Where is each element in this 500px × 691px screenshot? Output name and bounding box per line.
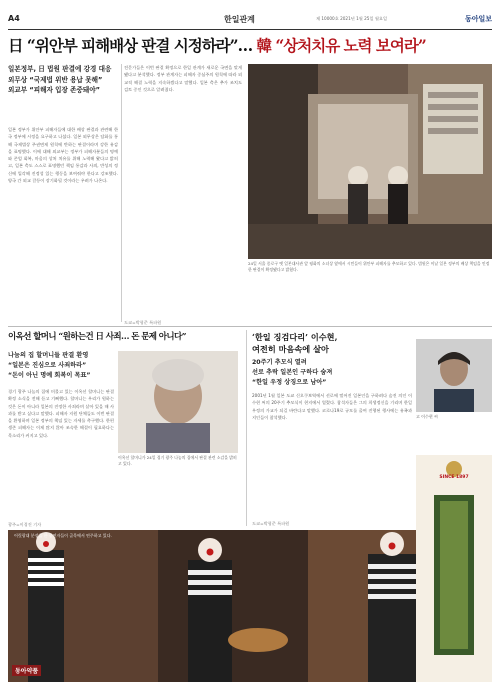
story3-body: 2001년 1월 일본 도쿄 신오쿠보역에서 선로에 떨어진 일본인을 구하려다 숨진 의인 이수현 씨의 20주기 추모식이 현지에서 열렸다. 참석자들은 그의 희생정신을 기리며 한일 우정의 가교가 되길 바란다고 말했다. 코로나19로 규모를 줄여 진행된 행사에는 유족과 지인들이 참석했다. (252, 393, 412, 420)
ad-box (416, 455, 492, 682)
mug-caption: 고 이수현 씨 (416, 414, 438, 419)
memorial-photo (248, 64, 492, 259)
main-headline (8, 37, 492, 55)
portrait-caption: 이옥선 할머니가 24일 경기 광주 나눔의 집에서 판결 관련 소감을 밝히고 있다. (118, 455, 237, 466)
page-number: A4 (8, 14, 20, 23)
page-header (8, 14, 492, 28)
mug-graphic (416, 339, 492, 412)
portrait-photo (118, 351, 238, 453)
story3-headline: ‘한일 징검다리’ 이수현, (252, 332, 338, 342)
story3-headline2: 여전히 마음속에 살아 (252, 344, 329, 354)
mid-column-divider (246, 330, 247, 526)
story2-deck: 나눔의 집 할머니들 판결 환영 “일본은 진심으로 사죄하라” “돈이 아닌 명예 회복이 목표” (8, 352, 91, 379)
memorial-photo-caption: 24일 서울 종로구 옛 일본대사관 앞 평화의 소녀상 옆에서 시민들이 위안부 피해자를 추모하고 있다. 법원은 이날 일본 정부의 배상 책임을 인정한 판결이 확정됐다고 밝혔다. (248, 261, 490, 272)
lead-body-left: 일본 정부가 위안부 피해자들에 대한 배상 판결과 관련해 한국 정부에 시정을 요구하고 나섰다. 일본 외무상은 담화를 통해 국제법상 주권면제 원칙에 반하는 판결이라며 강한 유감을 표명했다. 이에 대해 외교부는 정부가 피해자분들의 명예와 존엄 회복, 마음의 상처 치유를 위해 노력해 왔다고 밝히고, 일본 측도 스스로 표명했던 책임 통감과 사죄, 반성의 정신에 입각해 진정성 있는 행동을 보여줘야 한다고 강조했다. 양국 간 외교 갈등이 장기화될 것이라는 우려가 나온다. (8, 127, 118, 184)
street-photo-caption: 어릿광대 분장을 한 공연자들이 골목에서 연주하고 있다. (14, 533, 112, 538)
lead-deck: 일본정부, 日 법원 판결에 강경 대응 외무상 “국제법 위반 용납 못해” 외교부 “피해자 입장 존중돼야” (8, 65, 112, 94)
masthead: 동아일보 (464, 15, 492, 23)
story2-body: 경기 광주 나눔의 집에 머물고 있는 이옥선 할머니는 판결 확정 소식을 전해 듣고 기뻐했다. 할머니는 우리가 원하는 것은 돈이 아니라 일본의 진정한 사죄라며 살아 있을 때 사과를 받고 싶다고 말했다. 피해자 지원 단체들도 이번 판결을 환영하며 일본 정부의 책임 있는 자세를 촉구했다. 한편 생존 피해자는 이제 많지 않아 조속한 해결이 필요하다는 목소리가 커지고 있다. (8, 389, 114, 438)
story3-deck: 20주기 추모식 열려 선로 추락 일본인 구하다 숨져 “한일 우정 상징으로 남아” (252, 359, 333, 386)
section-divider (8, 326, 492, 327)
column-divider (121, 64, 122, 322)
ad-graphic (416, 455, 492, 682)
issue-line: 제 10000호 2021년 1월 25일 월요일 (316, 16, 387, 21)
mug-shot (416, 339, 492, 412)
story2-headline: 이옥선 할머니 “원하는건 日 사죄… 돈 문제 아니다” (8, 332, 186, 342)
headline-part1: 日 “위안부 피해배상 판결 시정하라”… (8, 36, 253, 55)
ad-brand: SINCE 1897 (439, 475, 469, 480)
story2-byline: 광주=이경진 기자 (8, 522, 42, 527)
ad-logo: 동아약품 (12, 665, 41, 676)
story3-byline: 도쿄=박형준 특파원 (252, 521, 290, 526)
portrait-graphic (118, 351, 238, 453)
memorial-photo-graphic (248, 64, 492, 259)
header-rule (8, 29, 492, 30)
lead-body-right: 전문가들은 이번 판결 확정으로 한일 관계가 새로운 국면을 맞게 됐다고 분석했다. 정부 관계자는 피해자 중심주의 원칙에 따라 외교적 해결 노력을 지속하겠다고 말했다. 일본 측은 추가 조치도 검토 중인 것으로 알려졌다. (124, 65, 242, 92)
section-title: 한일관계 (224, 15, 255, 24)
lead-byline: 도쿄=박형준 특파원 (124, 320, 162, 325)
headline-part2: 韓 “상처치유 노력 보여라” (256, 36, 426, 55)
